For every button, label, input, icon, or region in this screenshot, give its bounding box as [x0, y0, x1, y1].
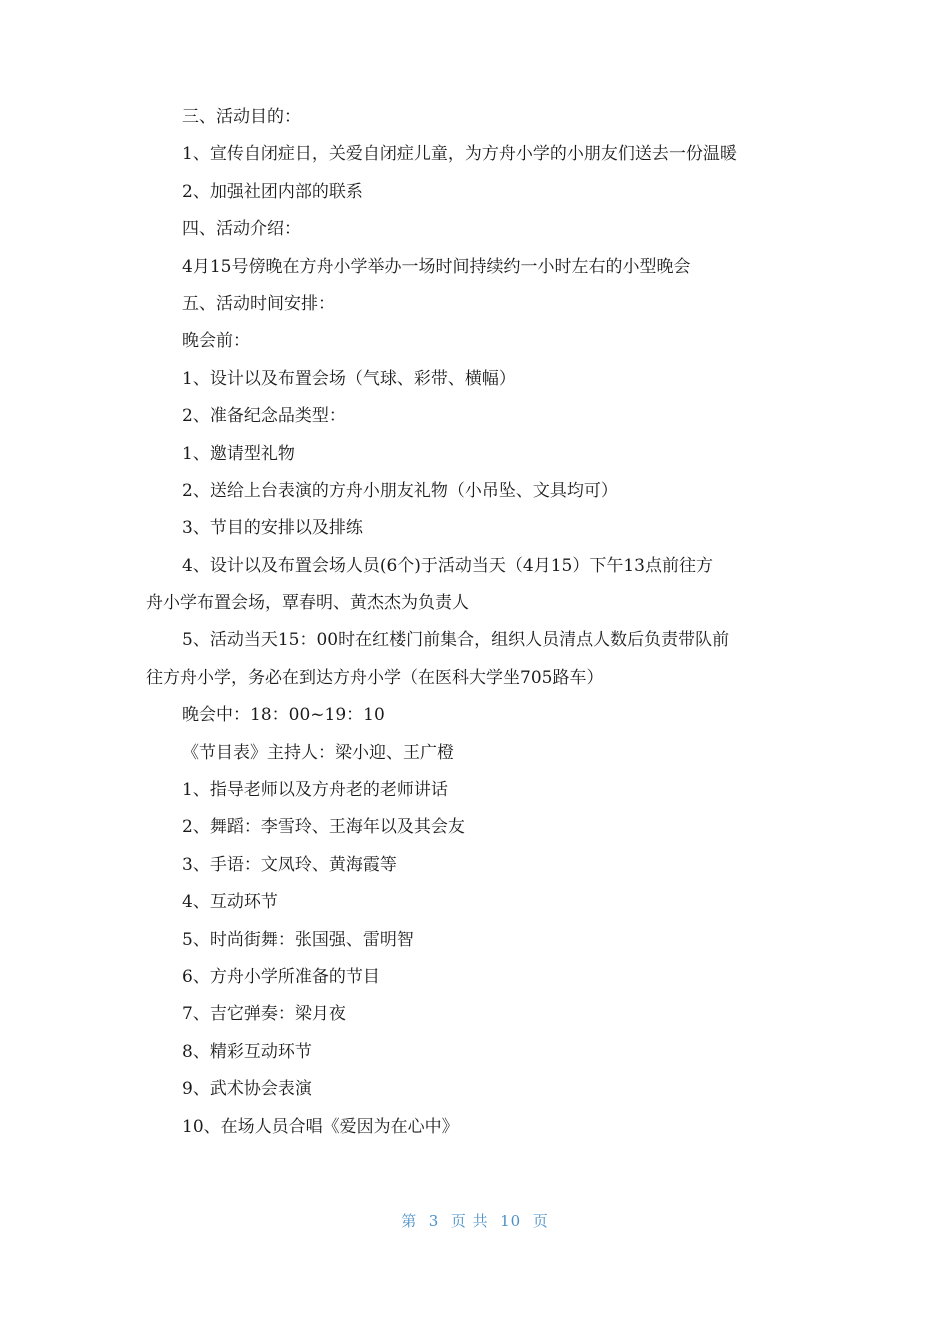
- page-number-footer: 第 3 页 共 10 页: [401, 1212, 549, 1230]
- text-line: 5、活动当天15：00时在红楼门前集合，组织人员清点人数后负责带队前: [182, 630, 730, 651]
- text-line: 2、加强社团内部的联系: [182, 181, 363, 202]
- text-line: 2、舞蹈：李雪玲、王海年以及其会友: [182, 817, 465, 838]
- text-line: 5、时尚街舞：张国强、雷明智: [182, 929, 414, 950]
- text-line: 1、指导老师以及方舟老的老师讲话: [182, 780, 448, 801]
- text-line: 晚会前：: [182, 331, 250, 352]
- text-line: 3、节目的安排以及排练: [182, 518, 363, 539]
- document-body: [146, 99, 806, 1146]
- text-line: 4、设计以及布置会场人员(6个)于活动当天（4月15）下午13点前往方: [182, 555, 713, 576]
- text-line: 往方舟小学，务必在到达方舟小学（在医科大学坐705路车）: [146, 667, 604, 688]
- text-line: 6、方舟小学所准备的节目: [182, 966, 380, 987]
- text-line: 8、精彩互动环节: [182, 1041, 312, 1062]
- text-line: 4、互动环节: [182, 892, 278, 913]
- text-line: 4月15号傍晚在方舟小学举办一场时间持续约一小时左右的小型晚会: [182, 256, 691, 277]
- text-line: 《节目表》主持人：梁小迎、王广橙: [182, 742, 454, 763]
- text-line: 晚会中：18：00~19：10: [182, 705, 385, 726]
- text-line: 三、活动目的：: [182, 107, 301, 127]
- text-line: 3、手语：文凤玲、黄海霞等: [182, 854, 397, 875]
- text-line: 2、准备纪念品类型：: [182, 406, 346, 427]
- text-line: 9、武术协会表演: [182, 1079, 312, 1100]
- text-line: 1、邀请型礼物: [182, 443, 295, 464]
- text-line: 2、送给上台表演的方舟小朋友礼物（小吊坠、文具均可）: [182, 480, 618, 501]
- text-line: 四、活动介绍：: [182, 219, 301, 240]
- text-line: 五、活动时间安排：: [182, 293, 335, 314]
- text-line: 10、在场人员合唱《爱因为在心中》: [182, 1116, 459, 1137]
- text-line: 舟小学布置会场，覃春明、黄杰杰为负责人: [146, 593, 469, 614]
- text-line: 1、宣传自闭症日，关爱自闭症儿童，为方舟小学的小朋友们送去一份温暖: [182, 144, 737, 165]
- text-line: 1、设计以及布置会场（气球、彩带、横幅）: [182, 368, 516, 389]
- text-line: 7、吉它弹奏：梁月夜: [182, 1004, 346, 1025]
